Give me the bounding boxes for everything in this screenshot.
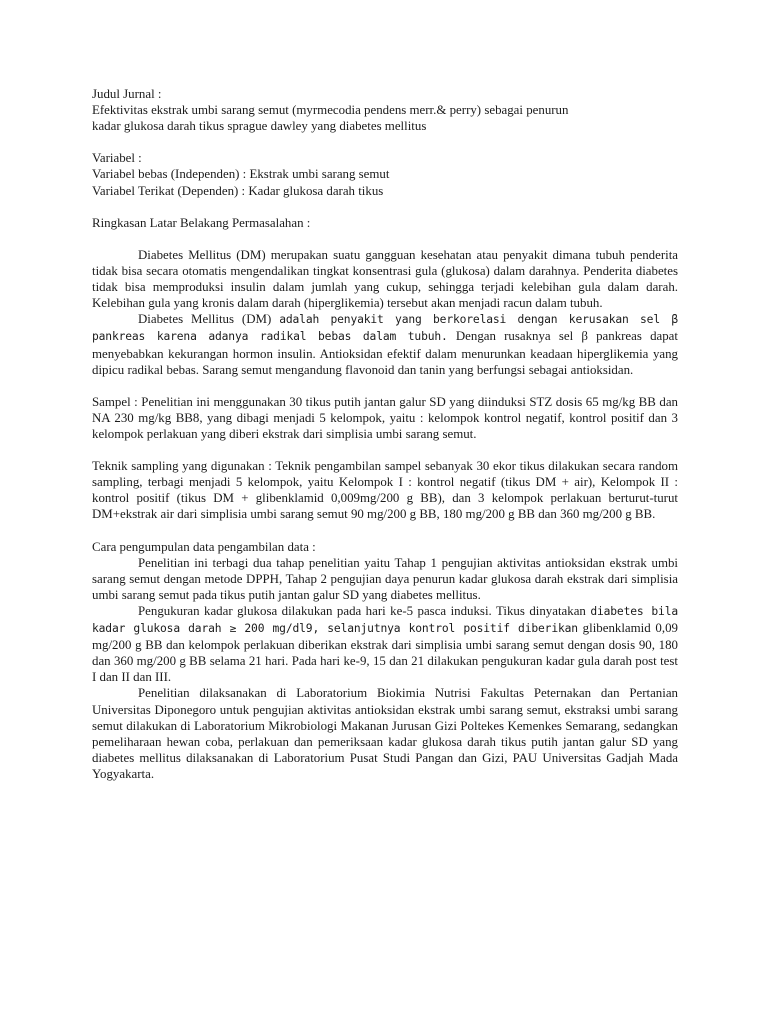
cara-pengumpulan-paragraph-3: Penelitian dilaksanakan di Laboratorium Biokimia Nutrisi Fakultas Peternakan dan Pertanian Universitas Diponegoro untuk pengujian aktivitas antioksidan ekstrak umbi sarang semut, ekstraksi umbi sarang semut dilakukan di Laboratorium Mikrobiologi Makanan Jurusan Gizi Poltekes Kemenkes Semarang, sedangkan pemeliharaan hewan coba, perlakuan dan pemeriksaan kadar glukosa darah tikus putih jantan galur SD yang diabetes mellitus dilaksanakan di Laboratorium Pusat Studi Pangan dan Gizi, PAU Universitas Gadjah Mada Yogyakarta. [92,686,678,781]
variabel-heading: Variabel : [92,151,142,166]
spacer [92,378,678,394]
section-variabel [92,150,678,198]
judul-line-2: kadar glukosa darah tikus sprague dawley yang diabetes mellitus [92,119,427,134]
ringkasan-paragraph-2 [92,311,678,377]
cara-pengumpulan-paragraph-1: Penelitian ini terbagi dua tahap penelitian yaitu Tahap 1 pengujian aktivitas antioksidan ekstrak umbi sarang semut dengan metode DPPH, Tahap 2 pengujian daya penurun kadar glukosa darah ekstrak dari simplisia umbi sarang semut pada tikus putih jantan galur SD yang diabetes mellitus. [92,555,678,602]
section-judul-jurnal [92,86,678,134]
judul-line-1: Efektivitas ekstrak umbi sarang semut (myrmecodia pendens merr.& perry) sebagai penurun [92,103,569,118]
ringkasan-p2-alt-run: adalah penyakit yang berkorelasi dengan kerusakan sel β pankreas karena adanya radikal bebas dalam tubuh. [92,313,678,344]
spacer [92,199,678,215]
spacer [92,231,678,247]
ringkasan-p2-serif-lead: Diabetes Mellitus (DM) [138,312,280,327]
section-cara-pengumpulan [92,539,678,782]
ringkasan-p2-serif-tail: Dengan rusaknya sel β pankreas dapat menyebabkan kekurangan hormon insulin. Antioksidan efektif dalam menurunkan keadaan hiperglikemia yang dipicu radikal bebas. Sarang semut mengandung flavonoid dan tanin yang berfungsi sebagai antioksidan. [92,329,678,377]
section-sampel [92,394,678,442]
sampel-paragraph: Sampel : Penelitian ini menggunakan 30 tikus putih jantan galur SD yang diinduksi STZ dosis 65 mg/kg BB dan NA 230 mg/kg BB8, yang dibagi menjadi 5 kelompok, yaitu : kelompok kontrol negatif, kontrol positif dan 3 kelompok perlakuan yang diberi ekstrak dari simplisia umbi sarang semut. [92,394,678,441]
cara-p2-serif-tail: glibenklamid 0,09 mg/200 g BB dan kelompok perlakuan diberikan ekstrak dari simplisia umbi sarang semut dengan dosis 90, 180 dan 360 mg/200 g BB selama 21 hari. Pada hari ke-9, 15 dan 21 dilakukan pengukuran kadar gula darah post test I dan II dan III. [92,621,678,685]
teknik-sampling-paragraph: Teknik sampling yang digunakan : Teknik pengambilan sampel sebanyak 30 ekor tikus dilakukan secara random sampling, terbagi menjadi 5 kelompok, yaitu Kelompok I : kontrol negatif (tikus DM + air), Kelompok II : kontrol positif (tikus DM + glibenklamid 0,009mg/200 g BB), dan 3 kelompok perlakuan berturut-turut DM+ekstrak air dari simplisia umbi sarang semut 90 mg/200 g BB, 180 mg/200 g BB dan 360 mg/200 g BB. [92,459,678,522]
ringkasan-paragraph-1: Diabetes Mellitus (DM) merupakan suatu gangguan kesehatan atau penyakit dimana tubuh penderita tidak bisa secara otomatis mengendalikan tingkat konsentrasi gula (glukosa) dalam darahnya. Penderita diabetes tidak bisa memproduksi insulin dalam jumlah yang cukup, sehingga terjadi kelebihan gula dalam darah. Kelebihan gula yang kronis dalam darah (hiperglikemia) tersebut akan menjadi racun dalam tubuh. [92,247,678,311]
spacer [92,523,678,539]
section-ringkasan [92,215,678,378]
cara-p2-alt-run: diabetes bila kadar glukosa darah ≥ 200 mg/dl9, selanjutnya kontrol positif diberikan [92,605,678,636]
spacer [92,134,678,150]
cara-pengumpulan-heading: Cara pengumpulan data pengambilan data : [92,539,316,554]
variabel-terikat: Variabel Terikat (Dependen) : Kadar glukosa darah tikus [92,183,384,198]
cara-p2-serif-lead: Pengukuran kadar glukosa dilakukan pada hari ke-5 pasca induksi. Tikus dinyatakan [138,604,591,618]
document-body [92,86,678,782]
spacer [92,442,678,458]
variabel-bebas: Variabel bebas (Independen) : Ekstrak umbi sarang semut [92,167,390,182]
ringkasan-heading: Ringkasan Latar Belakang Permasalahan : [92,215,311,230]
section-teknik-sampling [92,458,678,522]
cara-pengumpulan-paragraph-2 [92,603,678,685]
judul-heading: Judul Jurnal : [92,87,162,101]
